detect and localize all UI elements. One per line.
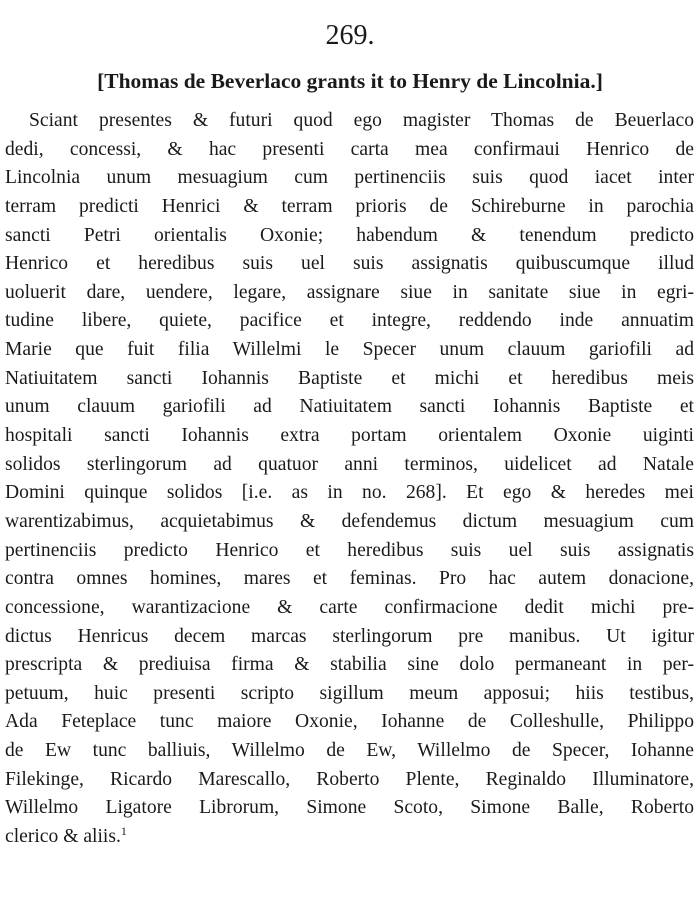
text-line: Filekinge, Ricardo Marescallo, Roberto Plente, Reginaldo Illuminatore, — [5, 768, 694, 790]
text-line: unum clauum gariofili ad Natiuitatem sancti Iohannis Baptiste et — [5, 396, 694, 418]
text-line: concessione, warantizacione & carte confirmacione dedit michi pre- — [5, 596, 694, 618]
text-line: Lincolnia unum mesuagium cum pertinenciis suis quod iacet inter — [5, 167, 694, 189]
text-line: dictus Henricus decem marcas sterlingorum pre manibus. Ut igitur — [5, 625, 694, 647]
text-line: solidos sterlingorum ad quatuor anni terminos, uidelicet ad Natale — [5, 453, 694, 475]
text-line: pertinenciis predicto Henrico et heredibus suis uel suis assignatis — [5, 539, 694, 561]
text-line: Sciant presentes & futuri quod ego magister Thomas de Beuerlaco — [29, 110, 694, 131]
closing-text: clerico & aliis. — [5, 826, 121, 848]
text-line: hospitali sancti Iohannis extra portam orientalem Oxonie uiginti — [5, 425, 694, 447]
text-line: Henrico et heredibus suis uel suis assignatis quibuscumque illud — [5, 253, 694, 275]
text-line: Marie que fuit filia Willelmi le Specer unum clauum gariofili ad — [5, 339, 694, 361]
text-line: Ada Feteplace tunc maiore Oxonie, Iohanne de Colleshulle, Philippo — [5, 711, 694, 733]
page-number: 269. — [325, 20, 375, 51]
text-line: Willelmo Ligatore Librorum, Simone Scoto, Simone Balle, Roberto — [5, 797, 694, 819]
text-line: de Ew tunc balliuis, Willelmo de Ew, Willelmo de Specer, Iohanne — [5, 740, 694, 762]
charter-heading: [Thomas de Beverlaco grants it to Henry de Lincolnia.] — [97, 69, 603, 93]
text-line-last — [5, 823, 694, 852]
text-line: petuum, huic presenti scripto sigillum meum apposui; hiis testibus, — [5, 682, 694, 704]
charter-text — [5, 107, 694, 852]
text-line: contra omnes homines, mares et feminas. Pro hac autem donacione, — [5, 568, 694, 590]
text-line: tudine libere, quiete, pacifice et integre, reddendo inde annuatim — [5, 310, 694, 332]
text-line: Natiuitatem sancti Iohannis Baptiste et michi et heredibus meis — [5, 367, 694, 389]
footnote-marker: 1 — [120, 824, 127, 839]
text-line: Domini quinque solidos [i.e. as in no. 268]. Et ego & heredes mei — [5, 482, 694, 504]
text-line: prescripta & prediuisa firma & stabilia sine dolo permaneant in per- — [5, 654, 694, 676]
text-line: terram predicti Henrici & terram prioris de Schireburne in parochia — [5, 195, 694, 217]
text-line: warentizabimus, acquietabimus & defendemus dictum mesuagium cum — [5, 510, 694, 532]
text-line: dedi, concessi, & hac presenti carta mea confirmaui Henrico de — [5, 138, 694, 160]
text-line: sancti Petri orientalis Oxonie; habendum & tenendum predicto — [5, 224, 694, 246]
text-line: uoluerit dare, uendere, legare, assignare siue in sanitate siue in egri- — [5, 281, 694, 303]
